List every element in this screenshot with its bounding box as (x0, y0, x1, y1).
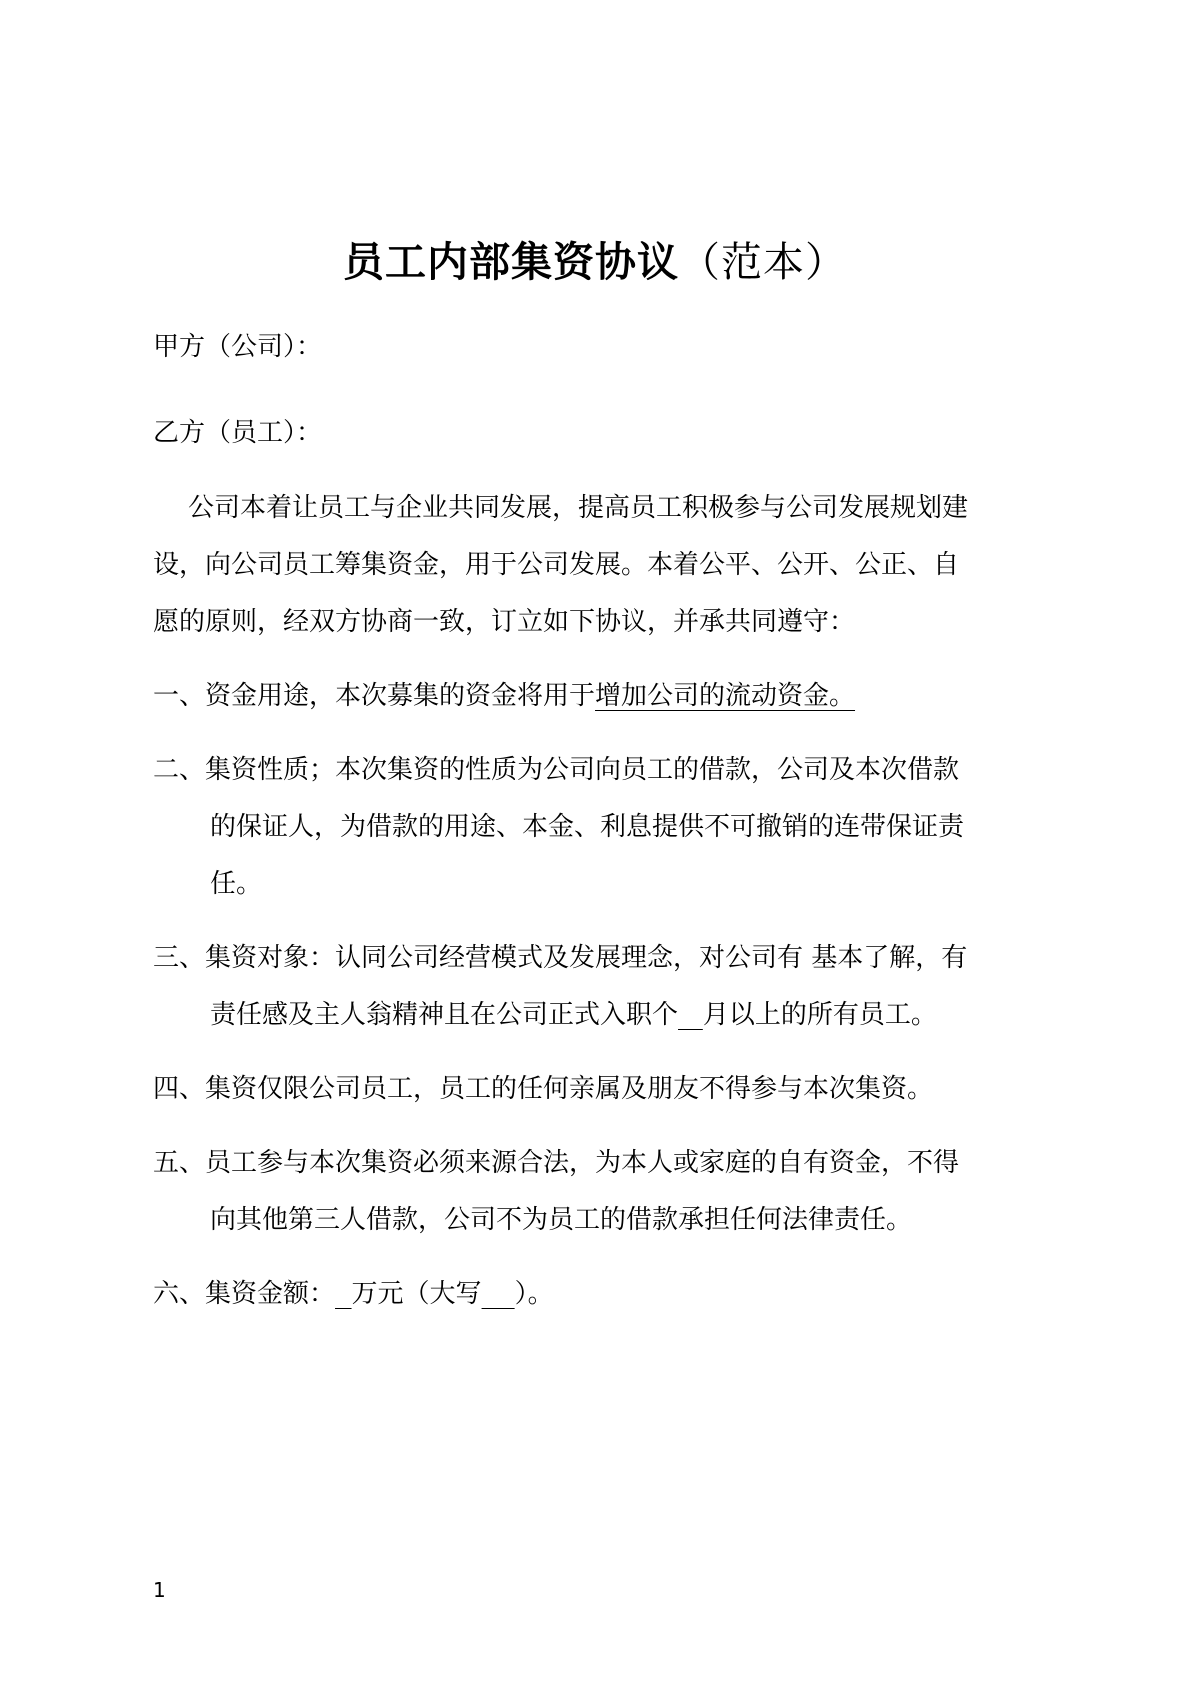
amount-blank (335, 1279, 352, 1309)
clause-2-line-1: 二、集资性质；本次集资的性质为公司向员工的借款，公司及本次借款 (153, 755, 960, 785)
clause-5-line-2: 向其他第三人借款，公司不为员工的借款承担任何法律责任。 (210, 1205, 913, 1235)
title-sub: （范本） (679, 238, 847, 286)
clause-2-line-3: 任。 (210, 869, 263, 899)
intro-line-3: 愿的原则，经双方协商一致，订立如下协议，并承共同遵守： (153, 607, 856, 637)
clause-1-text: 一、资金用途，本次募集的资金将用于 (153, 681, 596, 711)
page-number: 1 (153, 1578, 166, 1602)
clause-6-text-mid: 万元（大写 (351, 1279, 482, 1309)
clause-5-line-1: 五、员工参与本次集资必须来源合法，为本人或家庭的自有资金，不得 (153, 1148, 960, 1178)
clause-3-line-2 (210, 995, 1110, 1035)
clause-2-line-2: 的保证人，为借款的用途、本金、利息提供不可撤销的连带保证责 (210, 812, 965, 842)
clause-1 (153, 676, 1053, 716)
clause-6-text-post: ）。 (514, 1279, 554, 1309)
intro-line-2: 设，向公司员工筹集资金，用于公司发展。本着公平、公开、公正、自 (153, 550, 960, 580)
party-a-line: 甲方（公司）： (153, 332, 323, 362)
clause-4: 四、集资仅限公司员工，员工的任何亲属及朋友不得参与本次集资。 (153, 1074, 934, 1104)
clause-3-text-pre: 责任感及主人翁精神且在公司正式入职个 (210, 1000, 679, 1030)
amount-words-blank (482, 1279, 515, 1309)
party-b-line: 乙方（员工）： (153, 418, 323, 448)
clause-6 (153, 1274, 1053, 1314)
document-title (0, 232, 1190, 292)
months-blank (678, 1000, 703, 1030)
clause-3-line-1: 三、集资对象：认同公司经营模式及发展理念，对公司有 基本了解，有 (153, 943, 968, 973)
clause-1-underlined: 增加公司的流动资金。 (595, 681, 856, 711)
title-main: 员工内部集资协议 (343, 238, 679, 286)
clause-6-text-pre: 六、集资金额： (153, 1279, 336, 1309)
clause-3-text-post: 月以上的所有员工。 (702, 1000, 937, 1030)
intro-line-1: 公司本着让员工与企业共同发展，提高员工积极参与公司发展规划建 (188, 493, 969, 523)
